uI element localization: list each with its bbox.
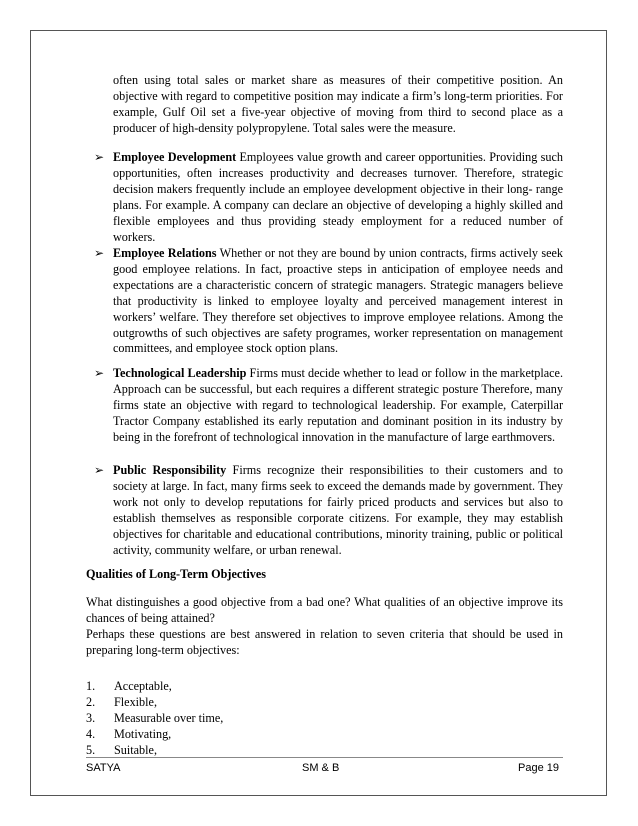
list-item: 5. Suitable, bbox=[86, 742, 157, 757]
bullet-arrow-icon: ➢ bbox=[94, 366, 105, 380]
footer-author: SATYA bbox=[86, 762, 121, 774]
bullet-arrow-icon: ➢ bbox=[94, 246, 105, 260]
body-paragraph: Perhaps these questions are best answered in relation to seven criteria that should be used in preparing long-term objectives: bbox=[86, 627, 563, 657]
bullet-arrow-icon: ➢ bbox=[94, 150, 105, 164]
bullet-technological-leadership: Technological Leadership Firms must decide whether to lead or follow in the marketplace. Approach can be successful, but each requires a different strategic posture Therefore, many firms state an objective with regard to technological leadership. For example, Caterpillar Tractor Company established its early reputation and dominant position in its industry by being in the forefront of technological innovation in the manufacture of large earthmovers. bbox=[113, 366, 563, 444]
footer-course: SM & B bbox=[302, 762, 340, 774]
footer-divider bbox=[86, 757, 563, 758]
bullet-public-responsibility: Public Responsibility Firms recognize their responsibilities to their customers and to society at large. In fact, many firms seek to exceed the demands made by government. They work not only to develop reputations for fairly priced products and services but also to establish themselves as responsible corporate citizens. For example, they may establish objectives for charitable and educational contributions, minority training, public or political activity, community welfare, or urban renewal. bbox=[113, 463, 563, 557]
criteria-list bbox=[86, 679, 223, 759]
list-item: 3. Measurable over time, bbox=[86, 710, 224, 725]
bullet-arrow-icon: ➢ bbox=[94, 463, 105, 477]
section-heading: Qualities of Long-Term Objectives bbox=[86, 567, 266, 581]
bullet-employee-development: Employee Development Employees value growth and career opportunities. Providing such opportunities, often increases productivity and decreases turnover. Therefore, strategic decision makers frequently include an employee development objective in their long- range plans. For example. A company can declare an objective of developing a highly skilled and flexible employees and thus providing steady employment for a reduced number of workers. bbox=[113, 150, 563, 244]
list-item: 4. Motivating, bbox=[86, 726, 172, 741]
list-item: 1. Acceptable, bbox=[86, 679, 172, 693]
body-paragraph: What distinguishes a good objective from a bad one? What qualities of an objective improve its chances of being attained? bbox=[86, 595, 563, 625]
list-item: 2. Flexible, bbox=[86, 694, 157, 709]
bullet-employee-relations: Employee Relations Whether or not they are bound by union contracts, firms actively seek good employee relations. In fact, proactive steps in anticipation of employee needs and expectations are a characteristic concern of strategic managers. Strategic managers believe that productivity is linked to employee loyalty and perceived management interest in workers’ welfare. They therefore set objectives to improve employee relations. Among the outgrowths of such objectives are safety programes, worker representation on management committees, and employee stock option plans. bbox=[113, 246, 563, 356]
footer-page-number: Page 19 bbox=[518, 762, 559, 774]
intro-paragraph: often using total sales or market share as measures of their competitive position. An objective with regard to competitive position may indicate a firm’s long-term priorities. For example, Gulf Oil set a five-year objective of moving from third to second place as a producer of high-density polypropylene. Total sales were the measure. bbox=[113, 73, 563, 135]
